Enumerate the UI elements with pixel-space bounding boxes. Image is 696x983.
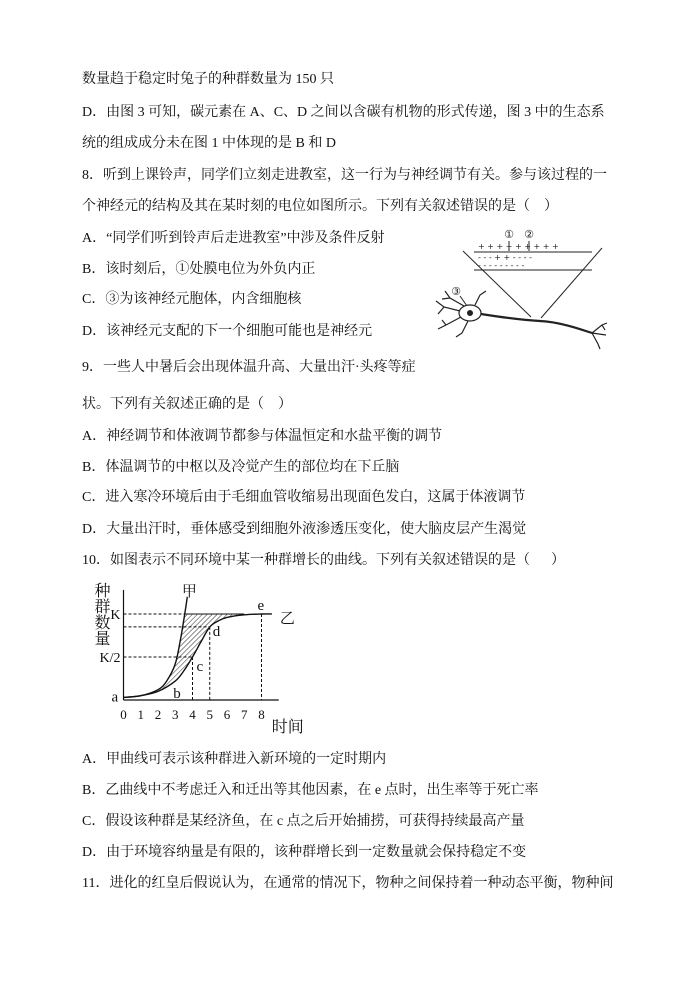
point-label: d — [212, 623, 221, 640]
chart-x-axis-label: 时间 — [271, 719, 304, 736]
prev-question-line: 数量趋于稳定时兔子的种群数量为 150 只 — [82, 72, 334, 87]
charges-mid: - - - + + - - - - — [478, 253, 532, 262]
x-tick-label: 7 — [241, 707, 248, 722]
neuron-figure — [430, 225, 610, 350]
q10-option-c: C．假设该种群是某经济鱼，在 c 点之后开始捕捞，可获得持续最高产量 — [82, 814, 525, 829]
axon-terminals — [592, 323, 607, 349]
chart-y-axis-label: 种群数量 — [92, 582, 109, 646]
q8-stem: 8．听到上课铃声，同学们立刻走进教室，这一行为与神经调节有关。参与该过程的一 — [82, 168, 607, 183]
q10-stem: 10．如图表示不同环境中某一种群增长的曲线。下列有关叙述错误的是（ ） — [82, 553, 565, 568]
q9-option-a: A．神经调节和体液调节都参与体温恒定和水盐平衡的调节 — [82, 429, 443, 444]
q9-stem: 9．一些人中暑后会出现体温升高、大量出汗·头疼等症 — [82, 360, 416, 375]
q9-option-c: C．进入寒冷环境后由于毛细血管收缩易出现面色发白，这属于体液调节 — [82, 490, 526, 505]
series-label-0: 甲 — [181, 583, 197, 600]
x-tick-label: 8 — [258, 707, 265, 722]
q10-option-d: D．由于环境容纳量是有限的，该种群增长到一定数量就会保持稳定不变 — [82, 845, 527, 860]
y-tick-label: K/2 — [99, 651, 121, 666]
y-tick-label: K — [110, 608, 121, 623]
point-label: e — [257, 598, 265, 614]
q9-stem-cont: 状。下列有关叙述正确的是（ ） — [82, 397, 292, 412]
q8-option-d: D．该神经元支配的下一个细胞可能也是神经元 — [82, 324, 373, 339]
prev-question-option-d-cont: 统的组成成分未在图 1 中体现的是 B 和 D — [82, 136, 336, 151]
nucleus — [467, 310, 473, 316]
q8-option-b: B．该时刻后，①处膜电位为外负内正 — [82, 262, 316, 277]
charges-inner: - - - - - - - - - — [478, 261, 525, 270]
series-label-1: 乙 — [279, 611, 295, 627]
series-line-0 — [124, 597, 188, 698]
x-tick-label: 4 — [189, 707, 196, 722]
x-tick-label: 2 — [154, 707, 162, 722]
x-tick-label: 5 — [206, 707, 213, 722]
label-1: ① — [504, 228, 514, 241]
point-label: b — [173, 686, 181, 703]
point-label: c — [196, 659, 204, 675]
x-tick-label: 1 — [137, 707, 144, 722]
zoom-line-right — [541, 248, 602, 318]
x-tick-label: 6 — [223, 707, 231, 722]
q9-option-b: B．体温调节的中枢以及冷觉产生的部位均在下丘脑 — [82, 460, 400, 475]
label-3: ③ — [451, 285, 461, 298]
q8-option-a: A．“同学们听到铃声后走进教室”中涉及条件反射 — [82, 231, 385, 246]
q11-stem: 11．进化的红皇后假说认为，在通常的情况下，物种之间保持着一种动态平衡，物种间 — [82, 876, 614, 891]
q8-option-c: C．③为该神经元胞体，内含细胞核 — [82, 292, 302, 307]
x-tick-label: 0 — [120, 707, 127, 722]
label-2: ② — [524, 228, 534, 241]
q9-option-d: D．大量出汗时，垂体感受到细胞外液渗透压变化，使大脑皮层产生渴觉 — [82, 522, 527, 537]
axon — [481, 314, 592, 333]
charges-outer: + + + + + + + + + — [478, 242, 559, 251]
q10-option-b: B．乙曲线中不考虑迁入和迁出等其他因素，在 e 点时，出生率等于死亡率 — [82, 783, 539, 798]
point-label: a — [111, 689, 119, 706]
prev-question-option-d: D．由图 3 可知，碳元素在 A、C、D 之间以含碳有机物的形式传递，图 3 中的生态系 — [82, 105, 605, 120]
q8-stem-cont: 个神经元的结构及其在某时刻的电位如图所示。下列有关叙述错误的是（ ） — [82, 199, 558, 214]
population-growth-chart — [80, 568, 320, 743]
x-tick-label: 3 — [172, 707, 179, 722]
q10-option-a: A．甲曲线可表示该种群进入新环境的一定时期内 — [82, 752, 387, 767]
